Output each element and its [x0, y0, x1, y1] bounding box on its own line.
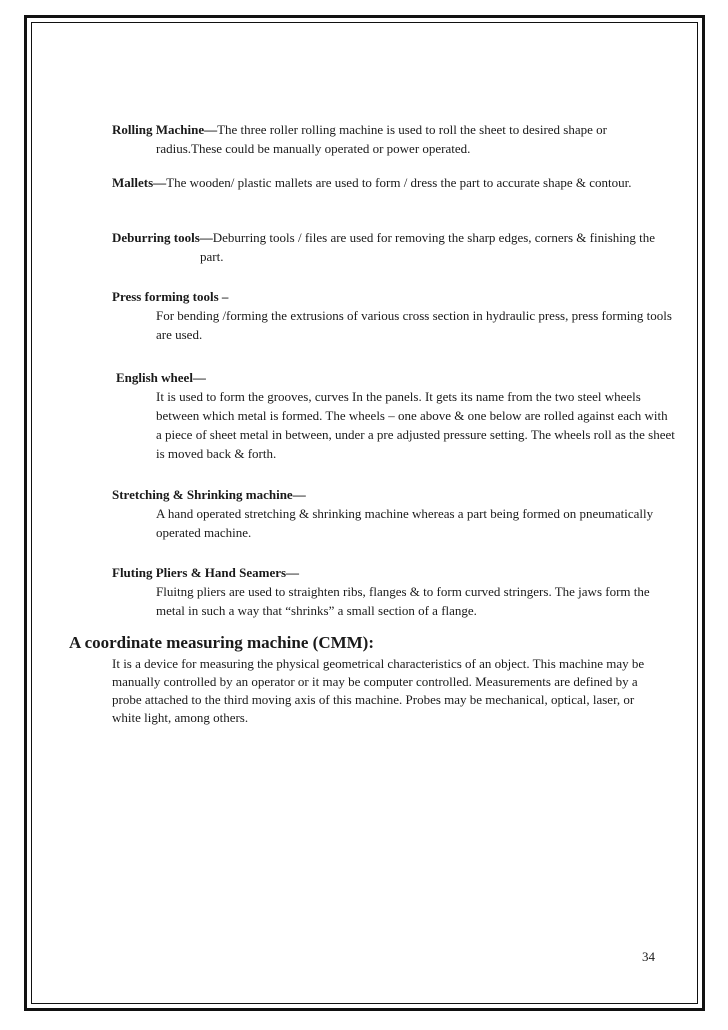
mallets-term: Mallets— — [112, 175, 167, 190]
press-forming-term: Press forming tools – — [112, 289, 229, 304]
rolling-machine-paragraph — [112, 120, 672, 158]
stretching-shrinking-entry — [112, 485, 672, 542]
fluting-pliers-entry — [112, 563, 672, 620]
mallets-text: The wooden/ plastic mallets are used to form / dress the part to accurate shape & contour. — [166, 175, 632, 190]
fluting-pliers-text: Fluitng pliers are used to straighten ribs, flanges & to form curved stringers. The jaws form the metal in such a way that “shrinks” a small section of a flange. — [156, 584, 650, 618]
rolling-machine-text: The three roller rolling machine is used to roll the sheet to desired shape or radius.These could be manually operated or power operated. — [156, 122, 607, 156]
deburring-tools-paragraph — [112, 228, 672, 266]
stretching-shrinking-term: Stretching & Shrinking machine— — [112, 487, 306, 502]
deburring-tools-text: Deburring tools / files are used for removing the sharp edges, corners & finishing the part. — [200, 230, 655, 264]
press-forming-entry — [112, 287, 672, 344]
mallets-paragraph — [112, 173, 672, 192]
cmm-heading: A coordinate measuring machine (CMM): — [69, 633, 375, 652]
rolling-machine-entry — [112, 120, 672, 158]
cmm-text: It is a device for measuring the physical geometrical characteristics of an object. This machine may be manually controlled by an operator or it may be computer controlled. Measurements are defined by a probe attached to the third moving axis of this machine. Probes may be mechanical, optical, laser, or white light, among others. — [112, 656, 645, 725]
deburring-tools-term: Deburring tools— — [112, 230, 213, 245]
english-wheel-term: English wheel— — [116, 370, 206, 385]
fluting-pliers-term: Fluting Pliers & Hand Seamers— — [112, 565, 300, 580]
rolling-machine-term: Rolling Machine— — [112, 122, 218, 137]
mallets-entry — [112, 173, 672, 192]
press-forming-text: For bending /forming the extrusions of various cross section in hydraulic press, press forming tools are used. — [156, 308, 672, 342]
stretching-shrinking-text: A hand operated stretching & shrinking machine whereas a part being formed on pneumatically operated machine. — [156, 506, 654, 540]
deburring-tools-entry — [112, 228, 672, 266]
english-wheel-entry — [116, 368, 676, 463]
english-wheel-text: It is used to form the grooves, curves In the panels. It gets its name from the two steel wheels between which metal is formed. The wheels – one above & one below are rolled against each with a piece of sheet metal in between, under a pre adjusted pressure setting. The wheels roll as the sheet is moved back & forth. — [156, 389, 675, 461]
page-number: 34 — [642, 949, 655, 964]
